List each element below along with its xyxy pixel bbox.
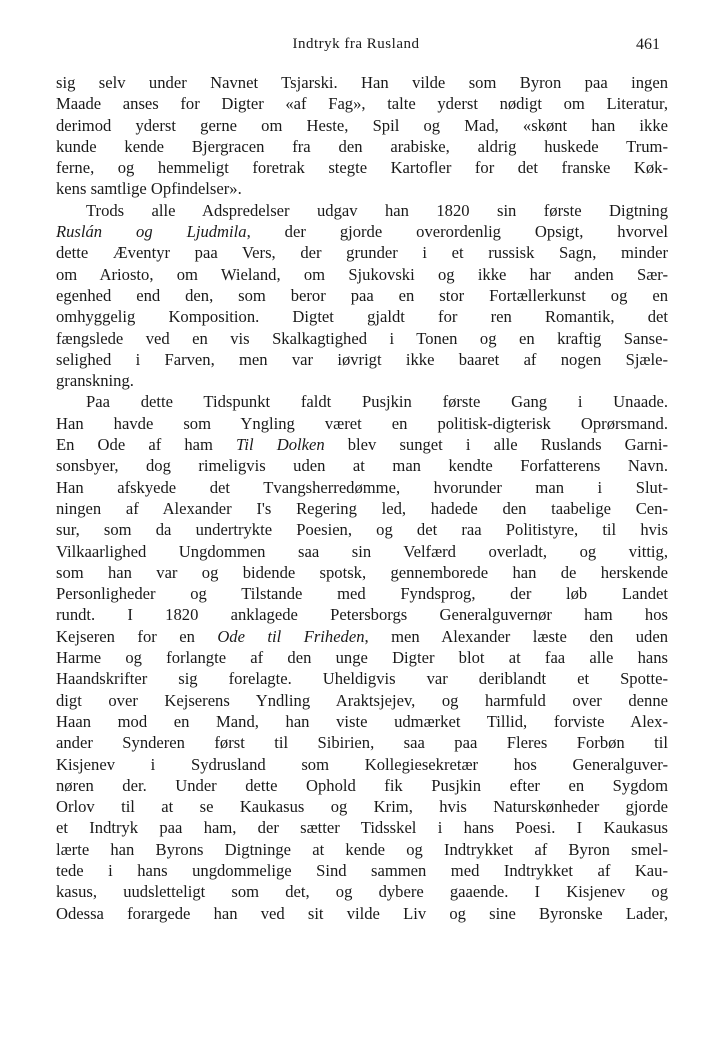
text-line: ander Synderen først til Sibirien, saa paa Fleres Forbøn til: [56, 733, 668, 753]
text-line: Paa dette Tidspunkt faldt Pusjkin første Gang i Unaade.: [86, 392, 668, 412]
text-line: kens samtlige Opfindelser».: [56, 179, 242, 199]
text-line: Maade anses for Digter «af Fag», talte yderst nødigt om Literatur,: [56, 94, 668, 114]
text-line-with-title: [56, 434, 668, 455]
work-title: Ode til Friheden: [217, 626, 365, 646]
text-line: Haandskrifter sig forelagte. Uheldigvis var deriblandt et Spotte-: [56, 669, 668, 689]
body-text: [56, 72, 668, 924]
work-title: Ruslán og Ljudmila: [56, 222, 247, 242]
text-line: ningen af Alexander I's Regering led, hadede den taabelige Cen-: [56, 498, 668, 518]
text-line: lærte han Byrons Digtninge at kende og Indtrykket af Byron smel-: [56, 839, 668, 859]
page-number: 461: [636, 36, 660, 53]
text-line: sonsbyer, dog rimeligvis uden at man kendte Forfatterens Navn.: [56, 456, 668, 476]
running-head: [0, 36, 712, 58]
text-line: sur, som da undertrykte Poesien, og det raa Politistyre, til hvis: [56, 520, 668, 540]
text-span: , men Alexander læste den uden: [364, 626, 668, 646]
text-line: Trods alle Adspredelser udgav han 1820 sin første Digtning: [86, 200, 668, 220]
text-span: , der gjorde overordenlig Opsigt, hvorvel: [246, 222, 668, 242]
text-line: sig selv under Navnet Tsjarski. Han vilde som Byron paa ingen: [56, 73, 668, 92]
text-line: om Ariosto, om Wieland, om Sjukovski og ikke har anden Sær-: [56, 264, 668, 284]
text-line: som han var og bidende spotsk, gennemborede han de herskende: [56, 562, 668, 582]
text-line: Personligheder og Tilstande med Fyndsprog, der løb Landet: [56, 584, 668, 604]
text-line: selighed i Farven, men var iøvrigt ikke baaret af nogen Sjæle-: [56, 349, 668, 369]
text-line: kasus, uudsletteligt som det, og dybere gaaende. I Kisjenev og: [56, 882, 668, 902]
text-line: tede i hans ungdommelige Sind sammen med Indtrykket af Kau-: [56, 860, 668, 880]
text-line-with-title: [56, 626, 668, 647]
text-line: Han afskyede det Tvangsherredømme, hvorunder man i Slut-: [56, 477, 668, 497]
text-line: Harme og forlangte af den unge Digter blot at faa alle hans: [56, 648, 668, 668]
work-title: Til Dolken: [236, 435, 325, 455]
text-line: omhyggelig Komposition. Digtet gjaldt for ren Romantik, det: [56, 307, 668, 327]
text-line: Odessa forargede han ved sit vilde Liv og sine Byronske Lader,: [56, 903, 668, 923]
text-line: granskning.: [56, 371, 134, 391]
text-line: digt over Kejserens Yndling Araktsjejev, og harmfuld over denne: [56, 690, 668, 710]
text-span: Kejseren for en: [56, 626, 218, 646]
text-line: Kisjenev i Sydrusland som Kollegiesekretær hos Generalguver-: [56, 754, 668, 774]
text-line: dette Æventyr paa Vers, der grunder i et russisk Sagn, minder: [56, 243, 668, 263]
text-line-with-title: [56, 221, 668, 242]
text-line: ferne, og hemmeligt foretrak stegte Kartofler for det franske Køk-: [56, 158, 668, 178]
text-line: egenhed end den, som beror paa en stor Fortællerkunst og en: [56, 285, 668, 305]
text-line: Orlov til at se Kaukasus og Krim, hvis Naturskønheder gjorde: [56, 797, 668, 817]
text-span: blev sunget i alle Ruslands Garni-: [324, 435, 668, 455]
text-line: Vilkaarlighed Ungdommen saa sin Velfærd overladt, og vittig,: [56, 541, 668, 561]
running-title: Indtryk fra Rusland: [292, 36, 420, 52]
text-line: et Indtryk paa ham, der sætter Tidsskel i hans Poesi. I Kaukasus: [56, 818, 668, 838]
text-line: nøren der. Under dette Ophold fik Pusjkin efter en Sygdom: [56, 775, 668, 795]
text-line: rundt. I 1820 anklagede Petersborgs Generalguvernør ham hos: [56, 605, 668, 625]
text-line: fængslede ved en vis Skalkagtighed i Tonen og en kraftig Sanse-: [56, 328, 668, 348]
text-line: Han havde som Yngling været en politisk-digterisk Oprørsmand.: [56, 413, 668, 433]
text-span: En Ode af ham: [56, 435, 237, 455]
text-line: Haan mod en Mand, han viste udmærket Tillid, forviste Alex-: [56, 711, 668, 731]
text-line: kunde kende Bjergracen fra den arabiske, aldrig huskede Trum-: [56, 136, 668, 156]
text-line: derimod yderst gerne om Heste, Spil og Mad, «skønt han ikke: [56, 115, 668, 135]
